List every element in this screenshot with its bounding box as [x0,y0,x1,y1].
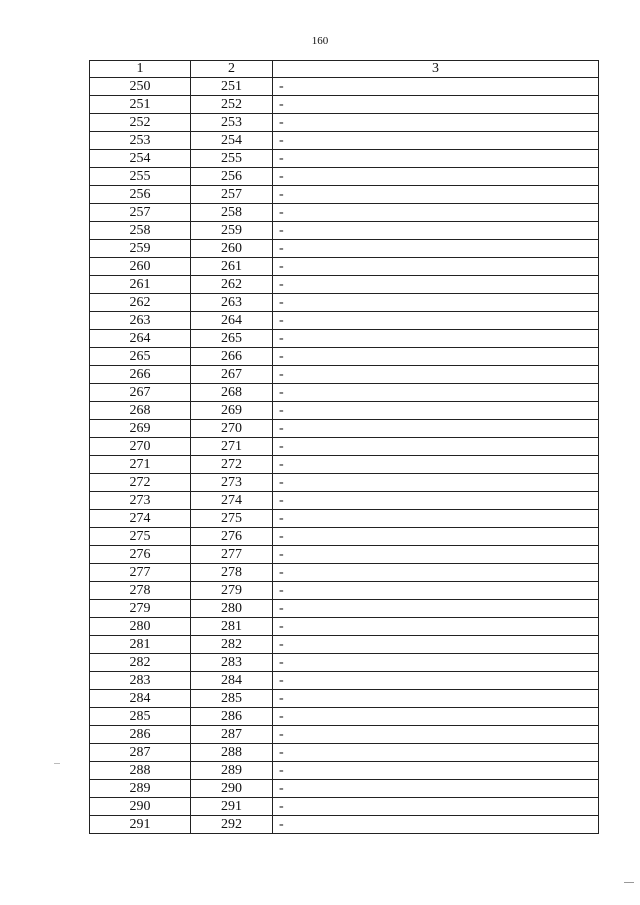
table-row [90,276,599,294]
table-cell-col2: 255 [191,150,273,168]
table-cell-col2: 283 [191,654,273,672]
table-cell-col2: 261 [191,258,273,276]
table-row [90,726,599,744]
table-row [90,366,599,384]
table-row [90,510,599,528]
table-cell-col3: - [273,474,599,492]
table-cell-col2: 266 [191,348,273,366]
table-cell-col1: 264 [90,330,191,348]
table-body [90,78,599,834]
table-cell-col2: 280 [191,600,273,618]
table-cell-col2: 289 [191,762,273,780]
table-cell-col3: - [273,240,599,258]
table-row [90,186,599,204]
table-cell-col1: 288 [90,762,191,780]
table-cell-col1: 267 [90,384,191,402]
table-cell-col2: 285 [191,690,273,708]
table-cell-col1: 275 [90,528,191,546]
table-row [90,780,599,798]
table-row [90,258,599,276]
table-cell-col3: - [273,204,599,222]
table-row [90,402,599,420]
table-row [90,690,599,708]
table-cell-col2: 252 [191,96,273,114]
table-cell-col3: - [273,816,599,834]
table-cell-col1: 271 [90,456,191,474]
table-cell-col1: 291 [90,816,191,834]
table-cell-col1: 282 [90,654,191,672]
scan-mark [624,882,634,883]
table-cell-col3: - [273,762,599,780]
table-row [90,762,599,780]
table-cell-col2: 278 [191,564,273,582]
table-cell-col3: - [273,582,599,600]
table-cell-col1: 270 [90,438,191,456]
table-cell-col1: 255 [90,168,191,186]
column-header-2: 2 [191,61,273,78]
table-cell-col3: - [273,636,599,654]
table-cell-col1: 276 [90,546,191,564]
table-cell-col1: 254 [90,150,191,168]
table-cell-col2: 287 [191,726,273,744]
table-cell-col3: - [273,672,599,690]
table-cell-col3: - [273,402,599,420]
table-cell-col3: - [273,366,599,384]
table-cell-col1: 277 [90,564,191,582]
table-cell-col2: 284 [191,672,273,690]
table-row [90,348,599,366]
table-cell-col2: 273 [191,474,273,492]
scan-mark [54,763,60,764]
table-row [90,168,599,186]
table-row [90,330,599,348]
table-cell-col1: 273 [90,492,191,510]
table-cell-col3: - [273,726,599,744]
table-cell-col2: 254 [191,132,273,150]
table-cell-col3: - [273,492,599,510]
table-cell-col3: - [273,276,599,294]
table-cell-col1: 268 [90,402,191,420]
table-row [90,114,599,132]
table-row [90,564,599,582]
table-cell-col1: 252 [90,114,191,132]
table-header-row [90,61,599,78]
table-cell-col2: 253 [191,114,273,132]
table-cell-col2: 279 [191,582,273,600]
table-row [90,582,599,600]
table-cell-col1: 250 [90,78,191,96]
column-header-1: 1 [90,61,191,78]
table-cell-col2: 262 [191,276,273,294]
table-cell-col3: - [273,420,599,438]
table-cell-col3: - [273,330,599,348]
table-row [90,438,599,456]
table-cell-col1: 287 [90,744,191,762]
table-cell-col1: 281 [90,636,191,654]
table-cell-col1: 253 [90,132,191,150]
table-cell-col1: 289 [90,780,191,798]
table-cell-col2: 256 [191,168,273,186]
table-cell-col1: 258 [90,222,191,240]
table-row [90,636,599,654]
table-cell-col3: - [273,258,599,276]
table-cell-col3: - [273,438,599,456]
table-cell-col3: - [273,654,599,672]
table-cell-col1: 279 [90,600,191,618]
table-row [90,474,599,492]
table-cell-col1: 290 [90,798,191,816]
table-cell-col1: 272 [90,474,191,492]
table-cell-col3: - [273,114,599,132]
table-cell-col3: - [273,528,599,546]
table-cell-col3: - [273,96,599,114]
table-cell-col3: - [273,708,599,726]
table-cell-col1: 284 [90,690,191,708]
table-cell-col2: 275 [191,510,273,528]
table-cell-col1: 278 [90,582,191,600]
table-cell-col3: - [273,384,599,402]
table-cell-col2: 258 [191,204,273,222]
table-cell-col2: 274 [191,492,273,510]
table-cell-col2: 263 [191,294,273,312]
table-cell-col2: 271 [191,438,273,456]
table-cell-col3: - [273,618,599,636]
table-cell-col1: 263 [90,312,191,330]
table-cell-col2: 292 [191,816,273,834]
table-cell-col1: 259 [90,240,191,258]
table-cell-col1: 286 [90,726,191,744]
table-cell-col3: - [273,348,599,366]
table-cell-col2: 267 [191,366,273,384]
table-cell-col2: 276 [191,528,273,546]
table-cell-col1: 280 [90,618,191,636]
table-cell-col2: 291 [191,798,273,816]
table-row [90,240,599,258]
table-cell-col2: 251 [191,78,273,96]
table-cell-col3: - [273,546,599,564]
table-cell-col2: 277 [191,546,273,564]
table-row [90,456,599,474]
table-cell-col3: - [273,456,599,474]
table-cell-col2: 272 [191,456,273,474]
table-row [90,312,599,330]
table-cell-col3: - [273,312,599,330]
table-row [90,384,599,402]
table-cell-col3: - [273,294,599,312]
table-row [90,546,599,564]
column-header-3: 3 [273,61,599,78]
table-row [90,798,599,816]
table-cell-col2: 268 [191,384,273,402]
table-row [90,492,599,510]
table-cell-col2: 282 [191,636,273,654]
table-row [90,294,599,312]
table-row [90,96,599,114]
table-cell-col3: - [273,168,599,186]
table-cell-col3: - [273,222,599,240]
table-cell-col1: 266 [90,366,191,384]
table-row [90,132,599,150]
table-cell-col2: 281 [191,618,273,636]
table-cell-col1: 274 [90,510,191,528]
table-cell-col2: 290 [191,780,273,798]
table-cell-col2: 270 [191,420,273,438]
table-cell-col3: - [273,510,599,528]
table-row [90,816,599,834]
table-cell-col1: 260 [90,258,191,276]
table-cell-col2: 257 [191,186,273,204]
table-cell-col2: 265 [191,330,273,348]
table-row [90,654,599,672]
table-cell-col2: 264 [191,312,273,330]
table-row [90,78,599,96]
table-cell-col1: 269 [90,420,191,438]
table-row [90,672,599,690]
table-row [90,150,599,168]
table-cell-col2: 269 [191,402,273,420]
table-cell-col1: 285 [90,708,191,726]
table-row [90,420,599,438]
table-cell-col1: 265 [90,348,191,366]
page-number: 160 [311,35,329,47]
table-cell-col1: 262 [90,294,191,312]
table-cell-col2: 288 [191,744,273,762]
table-cell-col3: - [273,564,599,582]
table-row [90,204,599,222]
table-cell-col3: - [273,600,599,618]
table-cell-col1: 261 [90,276,191,294]
table-cell-col3: - [273,780,599,798]
table-cell-col1: 251 [90,96,191,114]
table-cell-col2: 259 [191,222,273,240]
table-cell-col1: 257 [90,204,191,222]
table-cell-col1: 283 [90,672,191,690]
table-cell-col3: - [273,798,599,816]
table-cell-col3: - [273,186,599,204]
table-cell-col3: - [273,150,599,168]
data-table [89,60,599,834]
table-row [90,222,599,240]
table-cell-col3: - [273,744,599,762]
table-row [90,708,599,726]
table-cell-col3: - [273,690,599,708]
table-row [90,744,599,762]
table-row [90,618,599,636]
table-cell-col2: 260 [191,240,273,258]
table-row [90,600,599,618]
table-cell-col1: 256 [90,186,191,204]
table-cell-col3: - [273,78,599,96]
table-cell-col3: - [273,132,599,150]
table-cell-col2: 286 [191,708,273,726]
table-row [90,528,599,546]
